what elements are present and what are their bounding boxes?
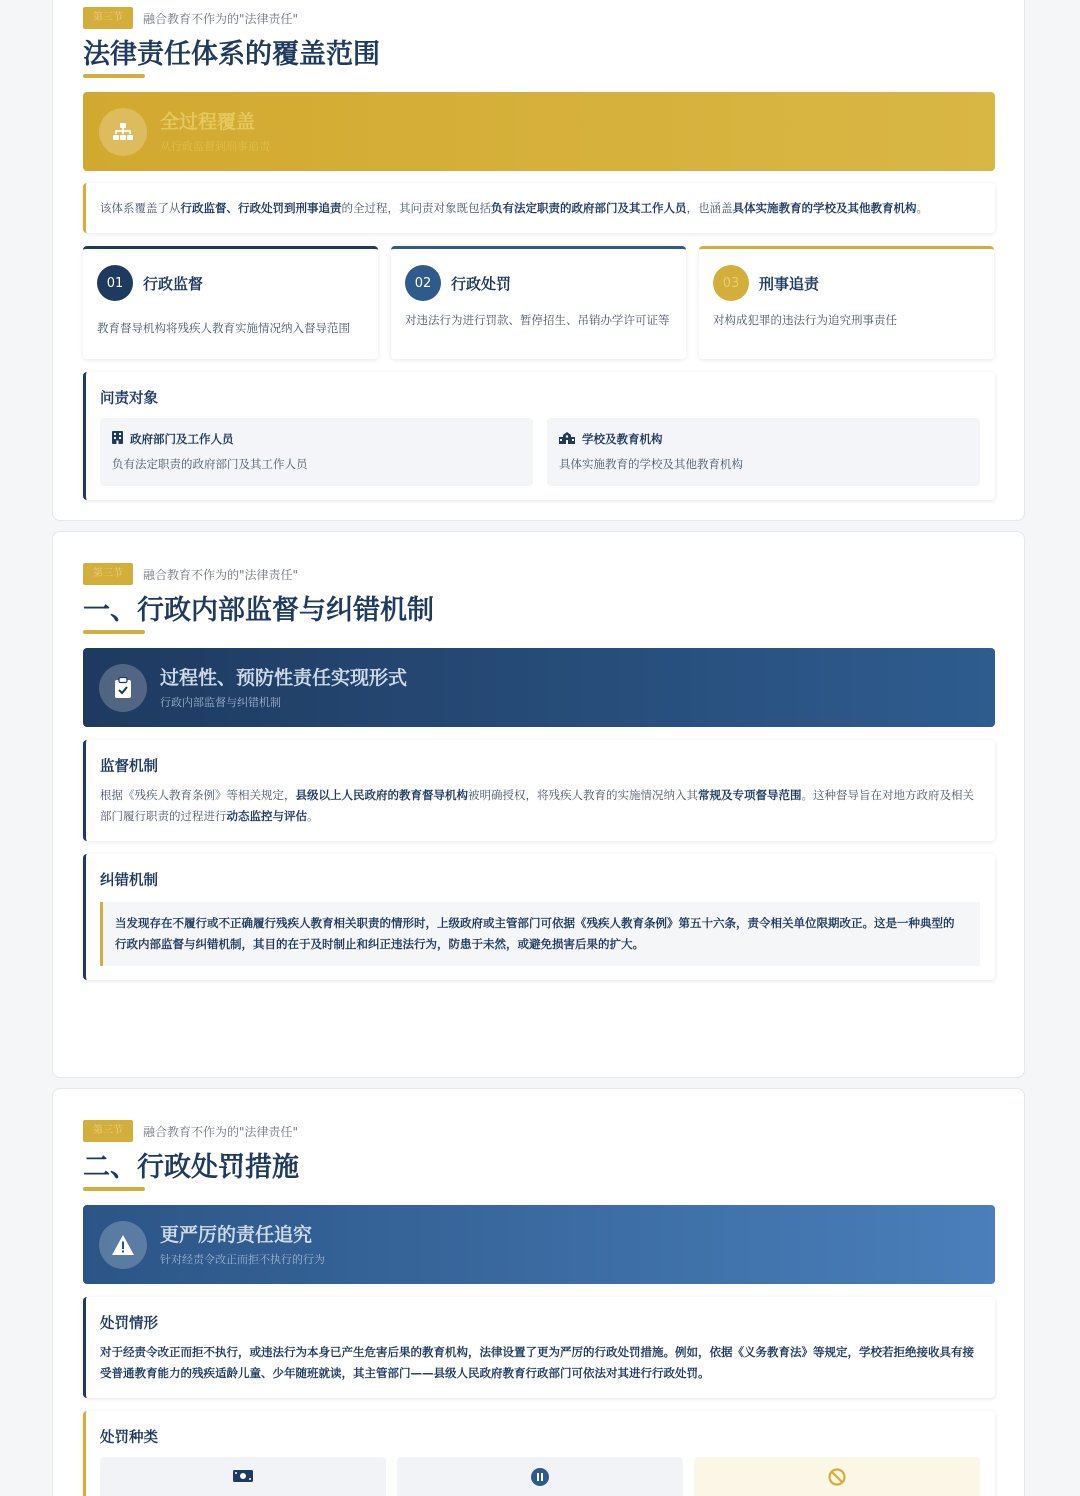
section-badge: 第三节	[83, 563, 133, 585]
step-number: 02	[405, 265, 441, 301]
section-title: 法律责任体系的覆盖范围	[83, 39, 380, 70]
box-title: 监督机制	[100, 759, 158, 775]
highlight-monitoring: 动态监控与评估	[226, 809, 307, 823]
banner-strict-accountability	[83, 1205, 995, 1284]
section-meta	[83, 6, 995, 30]
penalty-tile-fine	[100, 1457, 386, 1496]
banner-full-process	[83, 92, 995, 171]
section-internal-supervision	[52, 531, 1025, 1078]
correction-box	[83, 854, 995, 980]
target-desc: 具体实施教育的学校及其他教育机构	[559, 457, 743, 471]
section-subtitle: 融合教育不作为的"法律责任"	[143, 11, 299, 26]
box-title: 处罚种类	[100, 1430, 158, 1446]
banner-subtitle: 行政内部监督与纠错机制	[160, 695, 281, 709]
section-title: 一、行政内部监督与纠错机制	[83, 595, 434, 626]
building-icon	[112, 431, 123, 447]
penalty-tile-revoke	[694, 1457, 980, 1496]
banner-subtitle: 从行政监督到刑事追责	[160, 139, 270, 153]
step-title: 行政监督	[143, 274, 204, 293]
section-meta	[83, 562, 995, 586]
penalty-circumstances-box	[83, 1297, 995, 1398]
step-title: 行政处罚	[451, 274, 512, 293]
sitemap-icon	[99, 108, 147, 156]
banner-title: 更严厉的责任追究	[160, 1223, 313, 1246]
step-title: 刑事追责	[759, 274, 820, 293]
penalty-types-box	[83, 1411, 995, 1496]
accountability-box	[83, 372, 995, 500]
box-text: 根据《残疾人教育条例》等相关规定，县级以上人民政府的教育督导机构被明确授权，将残疾人教育的实施情况纳入其常规及专项督导范围。这种督导旨在对地方政府及相关部门履行职责的过程进行动态监控与评估。	[100, 788, 974, 823]
note-highlight-process: 行政监督、行政处罚到刑事追责	[180, 201, 342, 215]
section-badge: 第三节	[83, 1120, 133, 1142]
clipboard-check-icon	[99, 664, 147, 712]
step-description: 教育督导机构将残疾人教育实施情况纳入督导范围	[97, 321, 350, 335]
step-number: 01	[97, 265, 133, 301]
section-coverage	[52, 0, 1025, 521]
supervision-box	[83, 740, 995, 841]
box-text: 对于经责令改正而拒不执行，或违法行为本身已产生危害后果的教育机构，法律设置了更为严厉的行政处罚措施。例如，依据《义务教育法》等规定，学校若拒绝接收具有接受普通教育能力的残疾适龄儿童、少年随班就读，其主管部门——县级人民政府教育行政部门可依法对其进行行政处罚。	[100, 1345, 974, 1380]
target-desc: 负有法定职责的政府部门及其工作人员	[112, 457, 308, 471]
ban-icon	[828, 1468, 846, 1496]
step-card-penalty	[391, 246, 686, 359]
title-underline	[83, 74, 145, 78]
correction-quote: 当发现存在不履行或不正确履行残疾人教育相关职责的情形时，上级政府或主管部门可依据《残疾人教育条例》第五十六条，责令相关单位限期改正。这是一种典型的 行政内部监督与纠错机制，其目的在于及时制止和纠正违法行为，防患于未然，或避免损害后果的扩大。	[100, 902, 980, 966]
coverage-note: 该体系覆盖了从行政监督、行政处罚到刑事追责的全过程，其问责对象既包括负有法定职责的政府部门及其工作人员，也涵盖具体实施教育的学校及其他教育机构。	[83, 183, 995, 233]
box-title: 纠错机制	[100, 873, 158, 889]
step-card-supervision	[83, 246, 378, 359]
section-badge: 第三节	[83, 7, 133, 29]
section-administrative-penalty	[52, 1088, 1025, 1496]
section-subtitle: 融合教育不作为的"法律责任"	[143, 1124, 299, 1139]
section-meta	[83, 1119, 995, 1143]
highlight-inspection-scope: 常规及专项督导范围	[698, 788, 802, 802]
highlight-inspection-agency: 县级以上人民政府的教育督导机构	[295, 788, 468, 802]
box-title: 问责对象	[100, 391, 158, 407]
title-underline	[83, 1187, 145, 1191]
banner-title: 过程性、预防性责任实现形式	[160, 666, 408, 689]
banner-preventive	[83, 648, 995, 727]
warning-icon	[99, 1221, 147, 1269]
process-steps	[83, 246, 995, 359]
note-highlight-schools: 具体实施教育的学校及其他教育机构	[732, 201, 917, 215]
penalty-tile-suspend	[397, 1457, 683, 1496]
step-number: 03	[713, 265, 749, 301]
target-title: 政府部门及工作人员	[130, 432, 234, 446]
money-icon	[233, 1468, 253, 1496]
banner-subtitle: 针对经责令改正而拒不执行的行为	[160, 1252, 325, 1266]
step-description: 对违法行为进行罚款、暂停招生、吊销办学许可证等	[405, 313, 670, 327]
target-government	[100, 418, 533, 486]
pause-icon	[531, 1468, 549, 1496]
section-title: 二、行政处罚措施	[83, 1152, 299, 1183]
title-underline	[83, 630, 145, 634]
banner-title: 全过程覆盖	[160, 110, 256, 133]
step-description: 对构成犯罪的违法行为追究刑事责任	[713, 313, 897, 327]
step-card-criminal	[699, 246, 994, 359]
box-title: 处罚情形	[100, 1316, 158, 1332]
note-highlight-government: 负有法定职责的政府部门及其工作人员	[491, 201, 687, 215]
school-icon	[559, 432, 575, 447]
target-schools	[547, 418, 980, 486]
section-subtitle: 融合教育不作为的"法律责任"	[143, 567, 299, 582]
target-title: 学校及教育机构	[582, 432, 663, 446]
